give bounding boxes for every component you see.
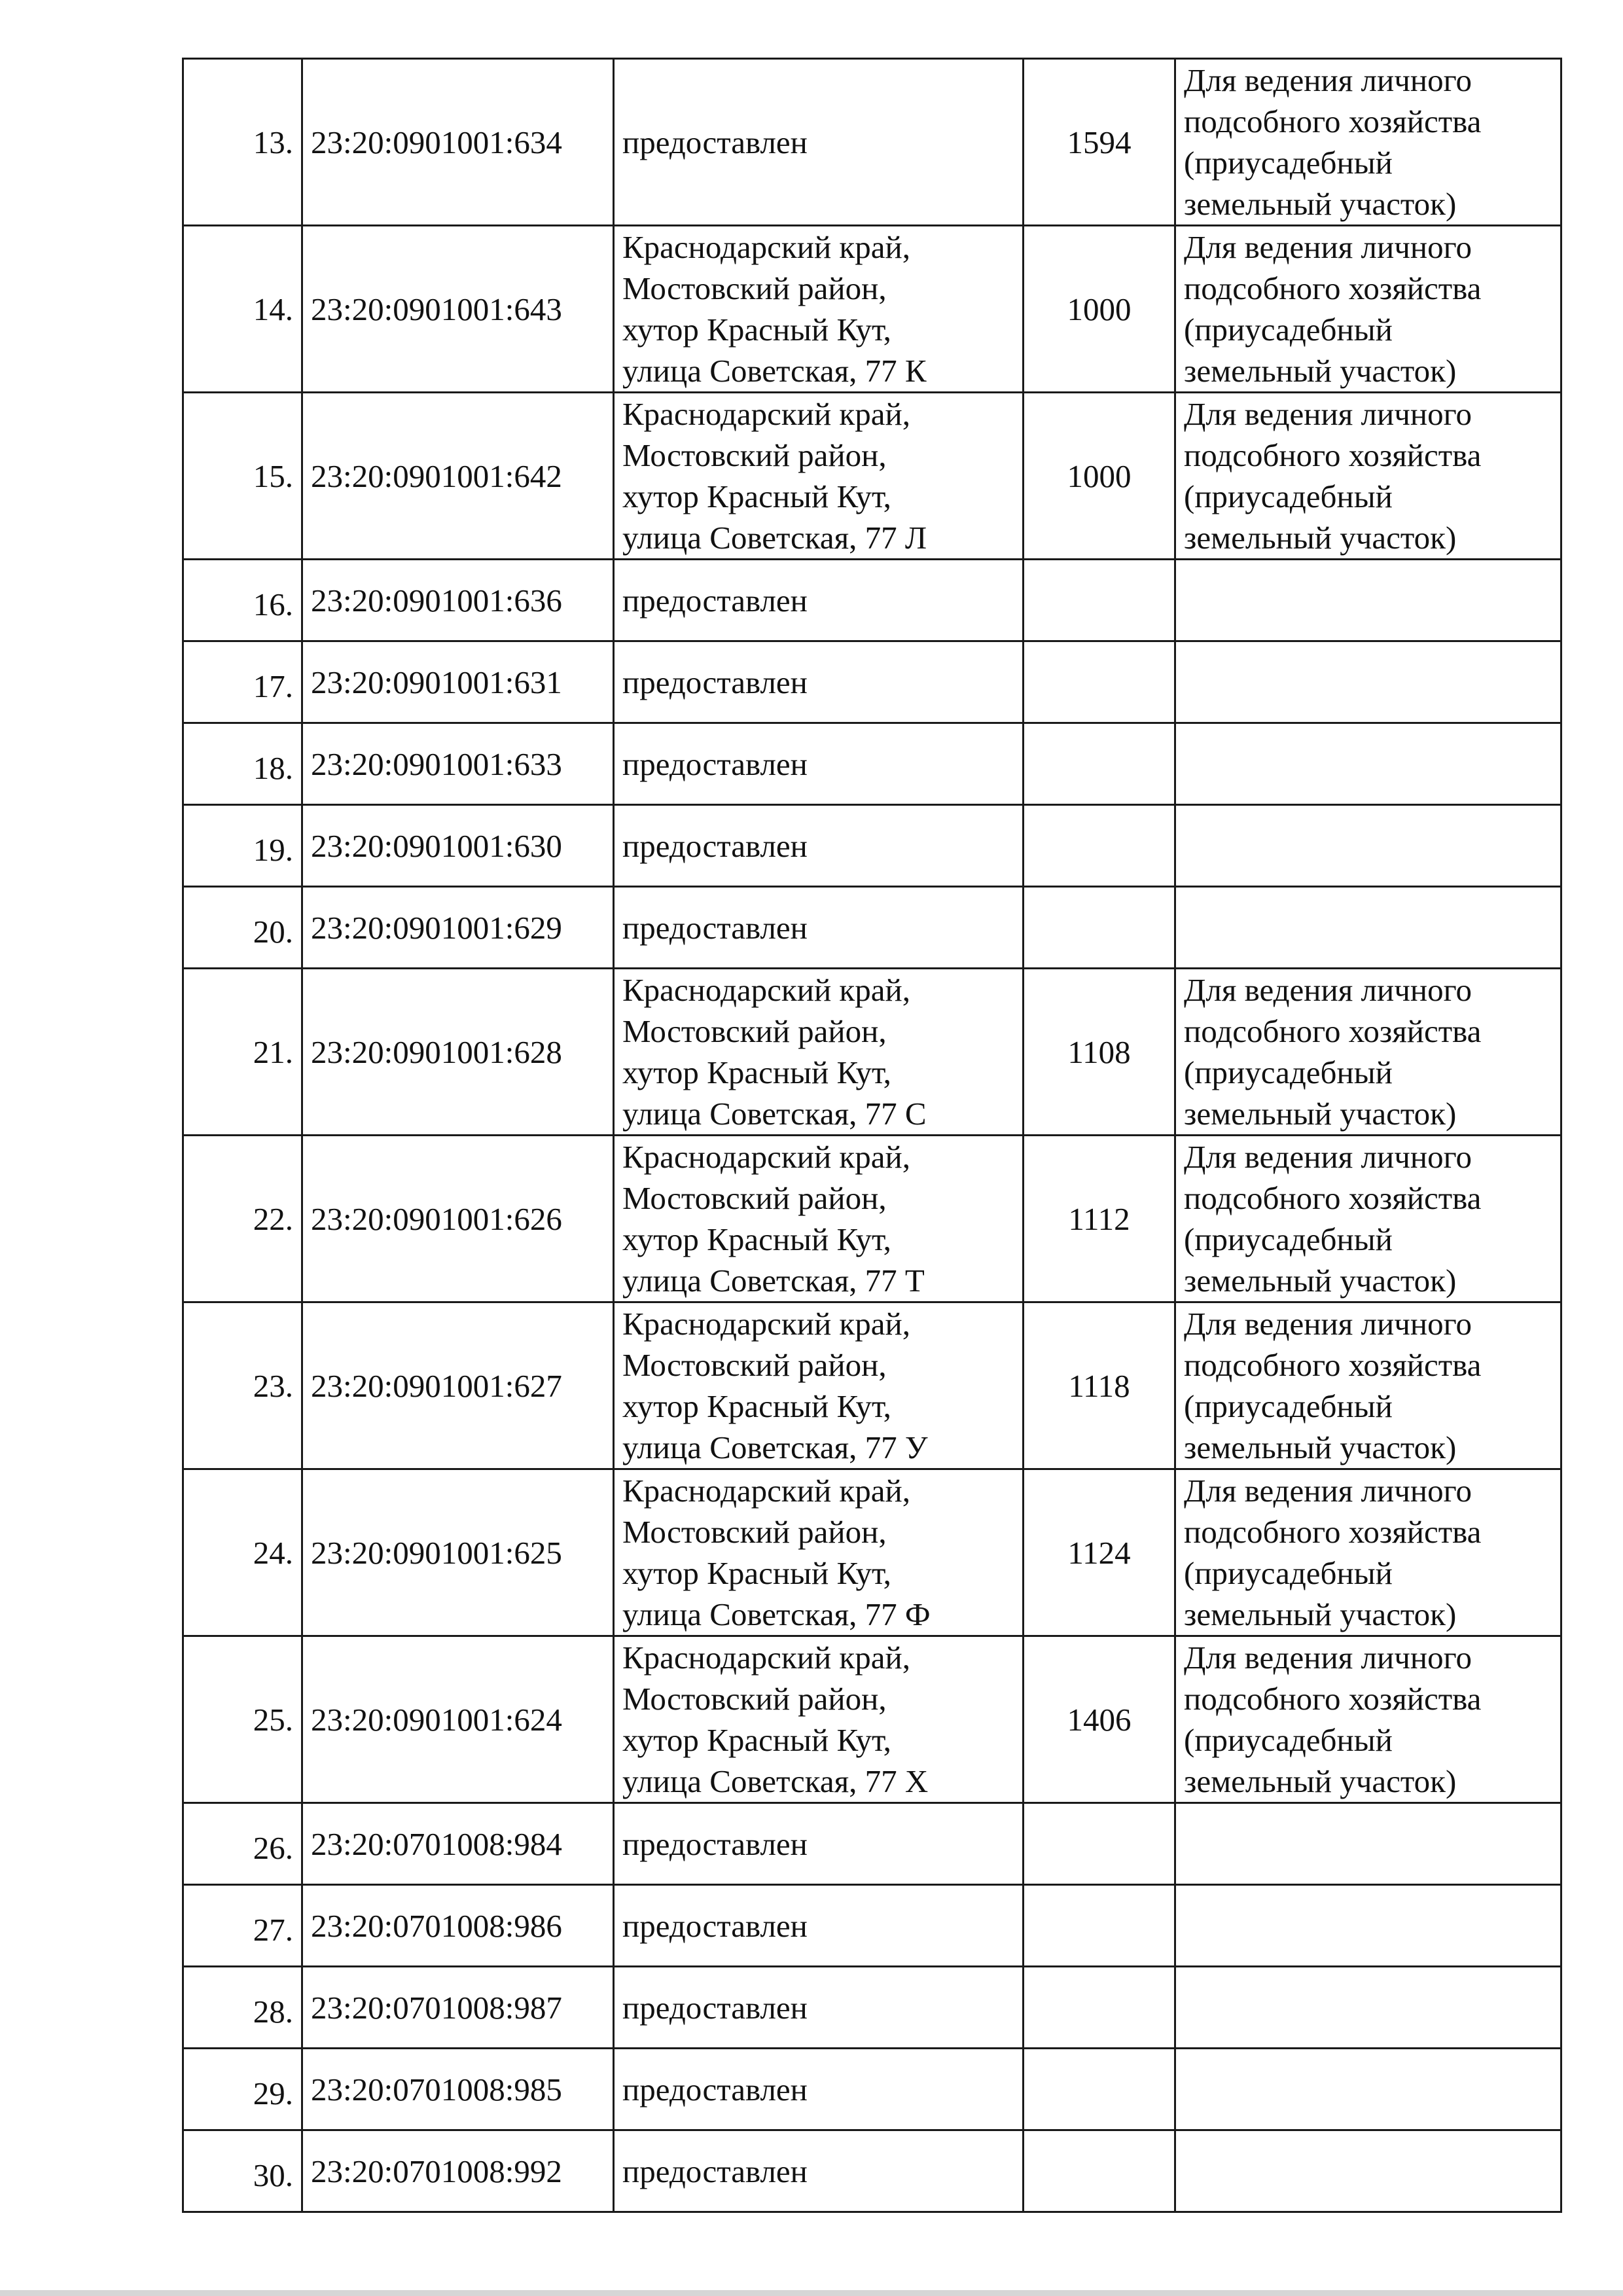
permitted-use-line: подсобного хозяйства xyxy=(1184,437,1482,473)
cadastral-number: 23:20:0701008:985 xyxy=(302,2049,614,2130)
address-cell xyxy=(614,969,1024,1136)
address-cell xyxy=(614,1302,1024,1469)
address-cell xyxy=(614,723,1024,805)
table-row xyxy=(183,1469,1561,1636)
address-cell xyxy=(614,1885,1024,1967)
address-line: Краснодарский край, xyxy=(622,1139,910,1175)
permitted-use-line: подсобного хозяйства xyxy=(1184,1514,1482,1550)
permitted-use-cell xyxy=(1175,1967,1561,2049)
permitted-use-line: (приусадебный xyxy=(1184,1388,1393,1424)
area-value xyxy=(1024,887,1175,969)
permitted-use-cell xyxy=(1175,1885,1561,1967)
row-number: 30. xyxy=(183,2130,302,2212)
table-body xyxy=(183,59,1561,2212)
table-row xyxy=(183,969,1561,1136)
address-line: предоставлен xyxy=(622,909,808,946)
permitted-use-line: земельный участок) xyxy=(1184,1096,1457,1132)
row-number: 21. xyxy=(183,969,302,1136)
permitted-use-line: Для ведения личного xyxy=(1184,229,1472,265)
cadastral-number: 23:20:0901001:634 xyxy=(302,59,614,226)
permitted-use-line: (приусадебный xyxy=(1184,478,1393,514)
area-value: 1594 xyxy=(1024,59,1175,226)
permitted-use-line: подсобного хозяйства xyxy=(1184,1013,1482,1049)
address-line: предоставлен xyxy=(622,745,808,782)
permitted-use-cell xyxy=(1175,1302,1561,1469)
area-value: 1112 xyxy=(1024,1136,1175,1302)
permitted-use-line: земельный участок) xyxy=(1184,1763,1457,1799)
area-value xyxy=(1024,1885,1175,1967)
address-line: улица Советская, 77 Ф xyxy=(622,1596,931,1632)
permitted-use-cell xyxy=(1175,2130,1561,2212)
row-number: 16. xyxy=(183,560,302,641)
table-row xyxy=(183,1636,1561,1803)
table-row xyxy=(183,1302,1561,1469)
address-cell xyxy=(614,2130,1024,2212)
row-number: 29. xyxy=(183,2049,302,2130)
cadastral-number: 23:20:0901001:624 xyxy=(302,1636,614,1803)
row-number: 22. xyxy=(183,1136,302,1302)
permitted-use-line: (приусадебный xyxy=(1184,312,1393,348)
address-line: хутор Красный Кут, xyxy=(622,1388,891,1424)
permitted-use-line: земельный участок) xyxy=(1184,1429,1457,1465)
address-line: улица Советская, 77 Х xyxy=(622,1763,929,1799)
cadastral-number: 23:20:0901001:629 xyxy=(302,887,614,969)
address-line: Мостовский район, xyxy=(622,437,887,473)
address-cell xyxy=(614,1967,1024,2049)
address-line: предоставлен xyxy=(622,2071,808,2108)
permitted-use-line: Для ведения личного xyxy=(1184,1640,1472,1676)
table-row xyxy=(183,2130,1561,2212)
address-line: предоставлен xyxy=(622,2153,808,2189)
permitted-use-line: земельный участок) xyxy=(1184,1263,1457,1299)
table-row xyxy=(183,1885,1561,1967)
address-line: предоставлен xyxy=(622,582,808,619)
row-number: 26. xyxy=(183,1803,302,1885)
table-row xyxy=(183,887,1561,969)
permitted-use-cell xyxy=(1175,723,1561,805)
row-number: 24. xyxy=(183,1469,302,1636)
area-value: 1124 xyxy=(1024,1469,1175,1636)
address-line: улица Советская, 77 Л xyxy=(622,520,927,556)
permitted-use-cell xyxy=(1175,641,1561,723)
address-line: Краснодарский край, xyxy=(622,1640,910,1676)
permitted-use-cell xyxy=(1175,59,1561,226)
area-value xyxy=(1024,723,1175,805)
permitted-use-line: земельный участок) xyxy=(1184,186,1457,222)
permitted-use-line: (приусадебный xyxy=(1184,145,1393,181)
address-line: улица Советская, 77 Т xyxy=(622,1263,925,1299)
cadastral-number: 23:20:0901001:627 xyxy=(302,1302,614,1469)
address-cell xyxy=(614,1469,1024,1636)
permitted-use-cell xyxy=(1175,1636,1561,1803)
cadastral-number: 23:20:0901001:631 xyxy=(302,641,614,723)
address-cell xyxy=(614,226,1024,393)
row-number: 17. xyxy=(183,641,302,723)
table-row xyxy=(183,641,1561,723)
address-cell xyxy=(614,1803,1024,1885)
permitted-use-line: подсобного хозяйства xyxy=(1184,103,1482,139)
table-row xyxy=(183,1967,1561,2049)
area-value: 1000 xyxy=(1024,393,1175,560)
address-line: предоставлен xyxy=(622,124,808,160)
cadastral-number: 23:20:0901001:633 xyxy=(302,723,614,805)
address-cell xyxy=(614,805,1024,887)
row-number: 18. xyxy=(183,723,302,805)
scan-bottom-edge xyxy=(0,2290,1623,2296)
table-row xyxy=(183,2049,1561,2130)
area-value xyxy=(1024,1967,1175,2049)
permitted-use-line: Для ведения личного xyxy=(1184,972,1472,1008)
permitted-use-line: Для ведения личного xyxy=(1184,62,1472,98)
address-line: Мостовский район, xyxy=(622,270,887,306)
address-line: Краснодарский край, xyxy=(622,229,910,265)
permitted-use-cell xyxy=(1175,969,1561,1136)
permitted-use-cell xyxy=(1175,805,1561,887)
address-line: Мостовский район, xyxy=(622,1514,887,1550)
address-line: предоставлен xyxy=(622,827,808,864)
permitted-use-line: подсобного хозяйства xyxy=(1184,1681,1482,1717)
row-number: 15. xyxy=(183,393,302,560)
table-row xyxy=(183,805,1561,887)
address-line: хутор Красный Кут, xyxy=(622,1722,891,1758)
address-line: хутор Красный Кут, xyxy=(622,1054,891,1090)
table-row xyxy=(183,560,1561,641)
table-row xyxy=(183,59,1561,226)
address-cell xyxy=(614,1136,1024,1302)
table-row xyxy=(183,1136,1561,1302)
address-line: улица Советская, 77 К xyxy=(622,353,927,389)
address-line: Мостовский район, xyxy=(622,1013,887,1049)
cadastral-number: 23:20:0701008:984 xyxy=(302,1803,614,1885)
permitted-use-line: земельный участок) xyxy=(1184,353,1457,389)
permitted-use-cell xyxy=(1175,226,1561,393)
row-number: 19. xyxy=(183,805,302,887)
permitted-use-line: (приусадебный xyxy=(1184,1221,1393,1257)
land-plots-table xyxy=(182,58,1562,2213)
address-line: хутор Красный Кут, xyxy=(622,1221,891,1257)
permitted-use-cell xyxy=(1175,887,1561,969)
permitted-use-cell xyxy=(1175,560,1561,641)
area-value xyxy=(1024,805,1175,887)
permitted-use-line: (приусадебный xyxy=(1184,1555,1393,1591)
address-line: предоставлен xyxy=(622,1907,808,1944)
address-cell xyxy=(614,560,1024,641)
address-line: Краснодарский край, xyxy=(622,396,910,432)
permitted-use-line: Для ведения личного xyxy=(1184,396,1472,432)
table-row xyxy=(183,393,1561,560)
permitted-use-line: подсобного хозяйства xyxy=(1184,1180,1482,1216)
address-line: Мостовский район, xyxy=(622,1180,887,1216)
row-number: 27. xyxy=(183,1885,302,1967)
address-cell xyxy=(614,641,1024,723)
address-line: Краснодарский край, xyxy=(622,1306,910,1342)
table-row xyxy=(183,226,1561,393)
permitted-use-cell xyxy=(1175,393,1561,560)
cadastral-number: 23:20:0701008:987 xyxy=(302,1967,614,2049)
address-cell xyxy=(614,887,1024,969)
cadastral-number: 23:20:0901001:643 xyxy=(302,226,614,393)
address-line: предоставлен xyxy=(622,1989,808,2026)
address-line: улица Советская, 77 С xyxy=(622,1096,927,1132)
row-number: 25. xyxy=(183,1636,302,1803)
address-cell xyxy=(614,393,1024,560)
permitted-use-cell xyxy=(1175,1469,1561,1636)
area-value xyxy=(1024,2130,1175,2212)
permitted-use-line: Для ведения личного xyxy=(1184,1306,1472,1342)
address-cell xyxy=(614,1636,1024,1803)
address-cell xyxy=(614,2049,1024,2130)
area-value xyxy=(1024,2049,1175,2130)
cadastral-number: 23:20:0901001:628 xyxy=(302,969,614,1136)
permitted-use-line: подсобного хозяйства xyxy=(1184,1347,1482,1383)
cadastral-number: 23:20:0901001:642 xyxy=(302,393,614,560)
cadastral-number: 23:20:0901001:630 xyxy=(302,805,614,887)
address-line: Краснодарский край, xyxy=(622,972,910,1008)
address-line: хутор Красный Кут, xyxy=(622,1555,891,1591)
row-number: 14. xyxy=(183,226,302,393)
area-value xyxy=(1024,1803,1175,1885)
area-value xyxy=(1024,560,1175,641)
cadastral-number: 23:20:0901001:636 xyxy=(302,560,614,641)
permitted-use-line: земельный участок) xyxy=(1184,1596,1457,1632)
cadastral-number: 23:20:0901001:625 xyxy=(302,1469,614,1636)
address-line: предоставлен xyxy=(622,1825,808,1862)
cadastral-number: 23:20:0701008:986 xyxy=(302,1885,614,1967)
area-value: 1406 xyxy=(1024,1636,1175,1803)
address-cell xyxy=(614,59,1024,226)
permitted-use-cell xyxy=(1175,1803,1561,1885)
cadastral-number: 23:20:0701008:992 xyxy=(302,2130,614,2212)
address-line: улица Советская, 77 У xyxy=(622,1429,928,1465)
row-number: 23. xyxy=(183,1302,302,1469)
row-number: 20. xyxy=(183,887,302,969)
permitted-use-line: подсобного хозяйства xyxy=(1184,270,1482,306)
permitted-use-line: земельный участок) xyxy=(1184,520,1457,556)
permitted-use-cell xyxy=(1175,2049,1561,2130)
area-value: 1000 xyxy=(1024,226,1175,393)
address-line: хутор Красный Кут, xyxy=(622,312,891,348)
permitted-use-cell xyxy=(1175,1136,1561,1302)
address-line: Краснодарский край, xyxy=(622,1473,910,1509)
area-value xyxy=(1024,641,1175,723)
address-line: Мостовский район, xyxy=(622,1347,887,1383)
area-value: 1108 xyxy=(1024,969,1175,1136)
table-row xyxy=(183,1803,1561,1885)
permitted-use-line: Для ведения личного xyxy=(1184,1473,1472,1509)
cadastral-number: 23:20:0901001:626 xyxy=(302,1136,614,1302)
table-row xyxy=(183,723,1561,805)
row-number: 13. xyxy=(183,59,302,226)
address-line: хутор Красный Кут, xyxy=(622,478,891,514)
row-number: 28. xyxy=(183,1967,302,2049)
permitted-use-line: (приусадебный xyxy=(1184,1054,1393,1090)
address-line: Мостовский район, xyxy=(622,1681,887,1717)
permitted-use-line: (приусадебный xyxy=(1184,1722,1393,1758)
permitted-use-line: Для ведения личного xyxy=(1184,1139,1472,1175)
address-line: предоставлен xyxy=(622,664,808,700)
area-value: 1118 xyxy=(1024,1302,1175,1469)
